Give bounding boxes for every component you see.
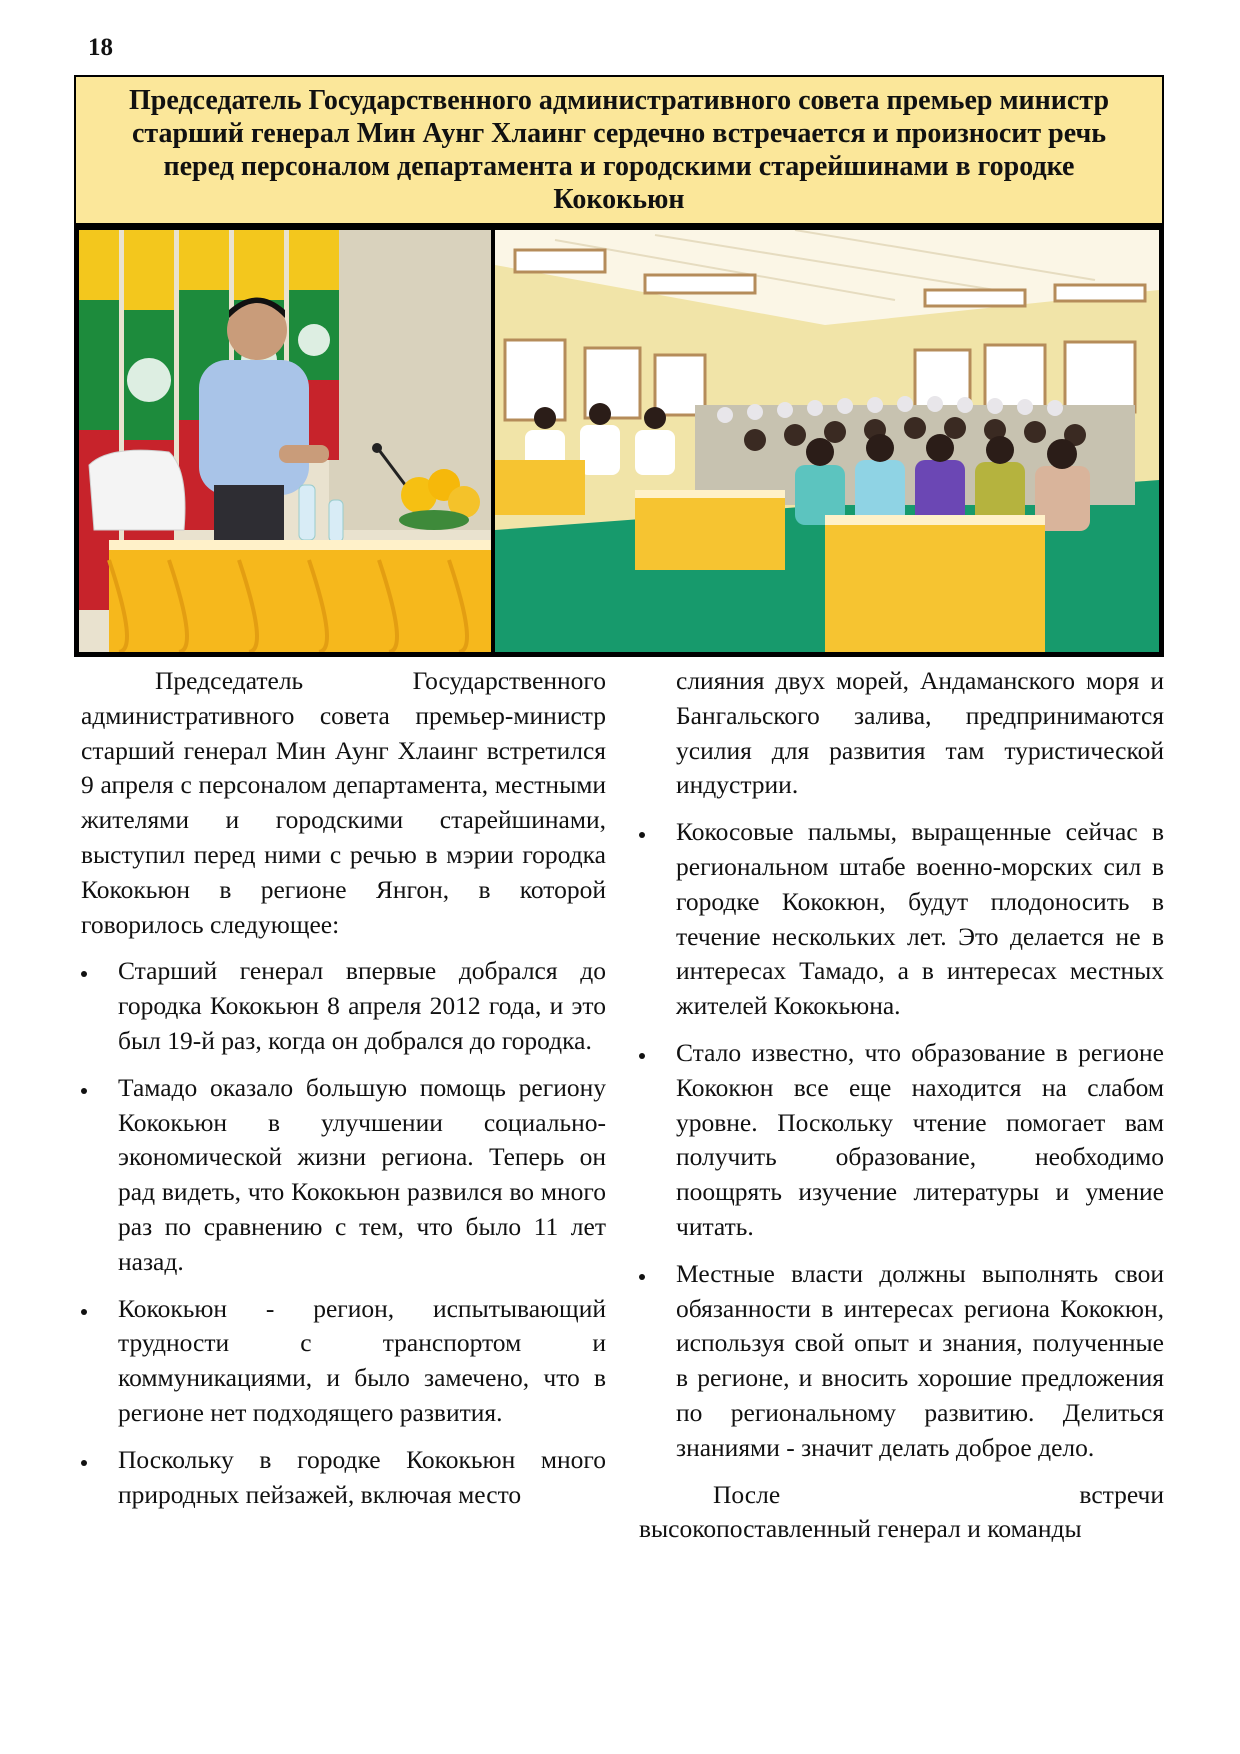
speaker-photo-illustration xyxy=(79,230,491,652)
bullet-item: Местные власти должны выполнять свои обязанности в интересах региона Кококюн, используя свой опыт и знания, полученные в регионе, и вносить хорошие предложения по региональному развитию. Делиться знаниями - значит делать доброе дело. xyxy=(639,1257,1164,1466)
bullet-item: Кококьюн - регион, испытывающий трудности с транспортом и коммуникациями, и было замечено, что в регионе нет подходящего развития. xyxy=(81,1292,606,1431)
closing-paragraph-start: После встречи xyxy=(713,1479,1164,1509)
headline-box xyxy=(74,75,1164,225)
headline: Председатель Государственного административного совета премьер министр старший генерал Мин Аунг Хлаинг сердечно встречается и произносит речь перед персоналом департамента и городскими старейшинами в городке Кококьюн xyxy=(128,85,1110,215)
photo-strip xyxy=(74,225,1164,657)
speaker-photo xyxy=(79,230,491,652)
bullet-item: Старший генерал впервые добрался до городка Кококьюн 8 апреля 2012 года, и это был 19-й раз, когда он добрался до городка. xyxy=(81,954,606,1058)
right-column xyxy=(639,664,1164,1547)
bullet-item: Поскольку в городке Кококьюн много природных пейзажей, включая место xyxy=(81,1443,606,1513)
audience-photo xyxy=(495,230,1159,652)
left-bullet-list xyxy=(81,954,606,1512)
bullet-item: Тамадо оказало большую помощь региону Кококьюн в улучшении социально-экономической жизни региона. Теперь он рад видеть, что Кококьюн развился во много раз по сравнению с тем, что было 11 лет назад. xyxy=(81,1071,606,1280)
right-bullet-list xyxy=(639,815,1164,1465)
bullet-item: Стало известно, что образование в регионе Кококюн все еще находится на слабом уровне. Поскольку чтение помогает вам получить образование, необходимо поощрять изучение литературы и умение читать. xyxy=(639,1036,1164,1245)
page-number: 18 xyxy=(88,34,113,61)
intro-paragraph: Председатель Государственного административного совета премьер-министр старший генерал Мин Аунг Хлаинг встретился 9 апреля с персоналом департамента, местными жителями и городскими старейшинами, выступил перед ними с речью в мэрии городка Кококьюн в регионе Янгон, в которой говорилось следующее: xyxy=(81,666,606,939)
bullet-item: Кокосовые пальмы, выращенные сейчас в региональном штабе военно-морских сил в городке Кококюн, будут плодоносить в течение нескольких лет. Это делается не в интересах Тамадо, а в интересах местных жителей Кококьюна. xyxy=(639,815,1164,1024)
left-column xyxy=(81,664,606,1512)
bullet-continuation: слияния двух морей, Андаманского моря и Бангальского залива, предпринимаются усилия для развития там туристической индустрии. xyxy=(676,666,1164,800)
closing-paragraph-continued: высокопоставленный генерал и команды xyxy=(639,1514,1082,1544)
audience-photo-illustration xyxy=(495,230,1159,652)
